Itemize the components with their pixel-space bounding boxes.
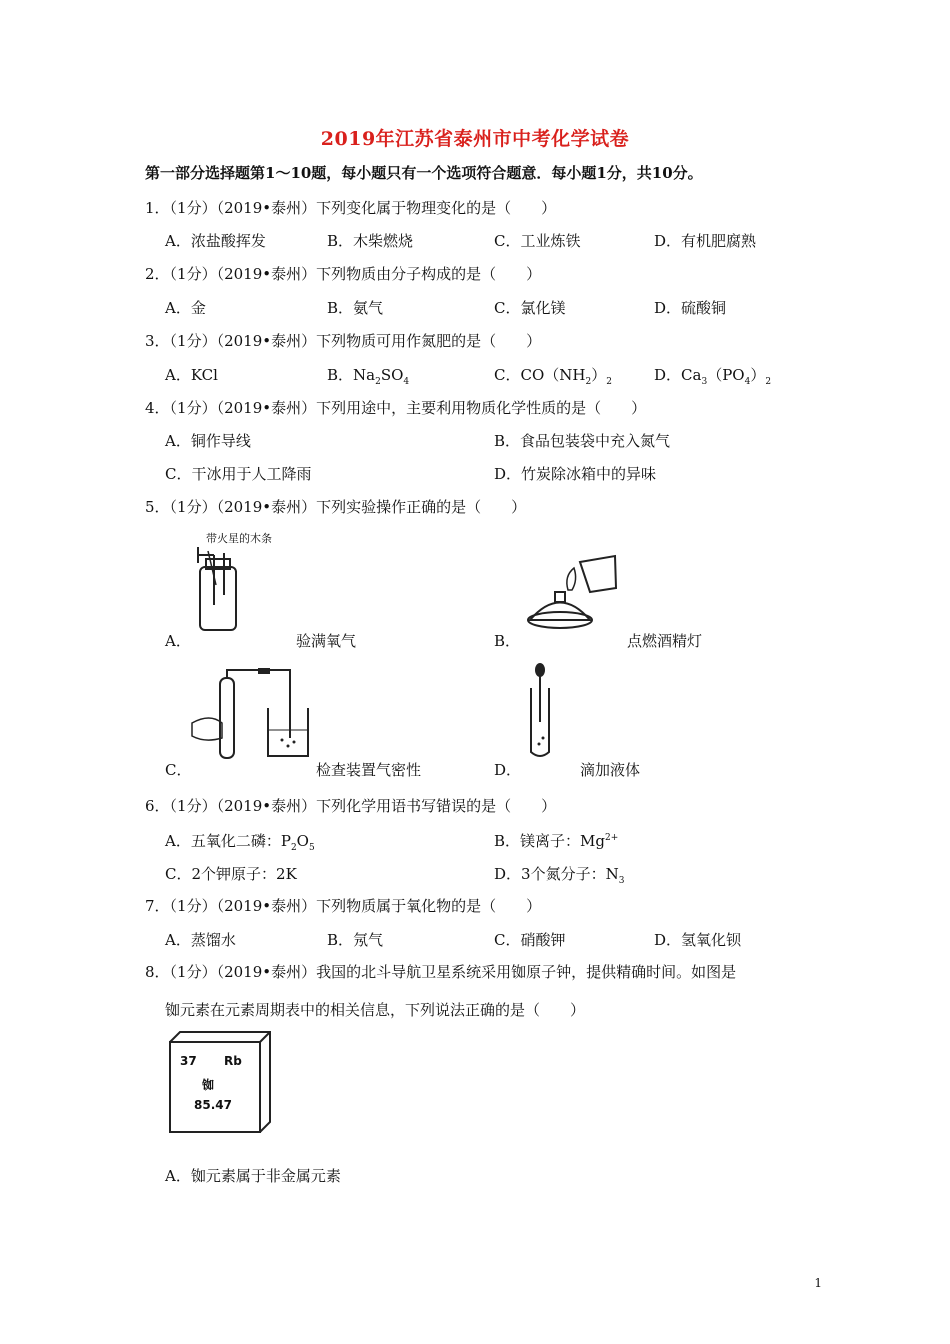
question-7-option-c: C．硝酸钾: [494, 931, 566, 949]
question-3-option-b: B．$Na_2SO_4$: [327, 366, 410, 387]
question-7-option-d: D．氢氧化钡: [654, 931, 742, 949]
question-6-option-d: D．3个氮分子：$N_3$: [494, 865, 625, 886]
question-2-option-d: D．硫酸铜: [654, 299, 727, 317]
element-tile-rubidium: [168, 1030, 272, 1134]
question-6-option-b: B．镁离子：$Mg^{2+}$: [494, 832, 619, 850]
question-3-option-c: C．$CO(NH_2)_2$: [494, 366, 612, 387]
question-7-stem: 7．（1分）（2019•泰州）下列物质属于氧化物的是（ ）: [145, 897, 542, 915]
question-6-option-c: C．2个钾原子：2K: [165, 865, 297, 883]
page-title: 2019年江苏省泰州市中考化学试卷: [320, 128, 630, 150]
question-2-stem: 2．（1分）（2019•泰州）下列物质由分子构成的是（ ）: [145, 265, 542, 283]
question-4-option-d: D．竹炭除冰箱中的异味: [494, 465, 657, 483]
question-2-option-b: B．氨气: [327, 299, 384, 317]
question-5-option-b: B．: [494, 632, 521, 650]
question-6-option-a: A．五氧化二磷：$P_2O_5$: [165, 832, 315, 853]
question-5-option-c: C．: [165, 761, 192, 779]
question-8-option-a: A．铷元素属于非金属元素: [165, 1167, 341, 1185]
figure-d-caption: 滴加液体: [580, 761, 641, 779]
element-symbol: Rb: [224, 1054, 242, 1068]
question-1-option-b: B．木柴燃烧: [327, 232, 414, 250]
figure-a-label: 带火星的木条: [206, 532, 272, 545]
question-2-option-c: C．氯化镁: [494, 299, 566, 317]
question-5-option-d: D．: [494, 761, 522, 779]
question-4-option-b: B．食品包装袋中充入氮气: [494, 432, 671, 450]
question-5-stem: 5．（1分）（2019•泰州）下列实验操作正确的是（ ）: [145, 498, 527, 516]
figure-c-caption: 检查装置气密性: [316, 761, 422, 779]
question-1-stem: 1．（1分）（2019•泰州）下列变化属于物理变化的是（ ）: [145, 199, 557, 217]
element-atomic-number: 37: [180, 1054, 197, 1068]
question-4-stem: 4．（1分）（2019•泰州）下列用途中，主要利用物质化学性质的是（ ）: [145, 399, 647, 417]
question-3-option-d: D．$Ca_3(PO_4)_2$: [654, 366, 772, 387]
question-1-option-c: C．工业炼铁: [494, 232, 581, 250]
question-3-option-a: A．KCl: [165, 366, 218, 384]
element-name: 铷: [202, 1078, 215, 1092]
question-4-option-c: C．干冰用于人工降雨: [165, 465, 312, 483]
section-heading: 第一部分选择题第1～10题，每小题只有一个选项符合题意．每小题1分，共10分。: [145, 164, 703, 182]
question-1-option-d: D．有机肥腐熟: [654, 232, 757, 250]
question-5-option-a: A．: [165, 632, 191, 650]
figure-b-caption: 点燃酒精灯: [627, 632, 703, 650]
element-atomic-mass: 85.47: [194, 1098, 232, 1112]
figure-a-caption: 验满氧气: [296, 632, 357, 650]
question-3-stem: 3．（1分）（2019•泰州）下列物质可用作氮肥的是（ ）: [145, 332, 542, 350]
question-7-option-b: B．氖气: [327, 931, 384, 949]
air-tightness-figure: [190, 668, 310, 763]
question-8-stem-continued: 铷元素在元素周期表中的相关信息，下列说法正确的是（ ）: [165, 1001, 586, 1019]
dropper-figure: [525, 662, 555, 762]
alcohol-lamp-figure: [520, 550, 620, 635]
question-8-stem: 8．（1分）（2019•泰州）我国的北斗导航卫星系统采用铷原子钟，提供精确时间。如图是: [145, 963, 737, 981]
question-1-option-a: A．浓盐酸挥发: [165, 232, 266, 250]
question-2-option-a: A．金: [165, 299, 206, 317]
question-7-option-a: A．蒸馏水: [165, 931, 236, 949]
gas-bottle-figure: [190, 545, 250, 635]
question-4-option-a: A．铜作导线: [165, 432, 251, 450]
question-6-stem: 6．（1分）（2019•泰州）下列化学用语书写错误的是（ ）: [145, 797, 557, 815]
page-number: 1: [814, 1276, 822, 1290]
